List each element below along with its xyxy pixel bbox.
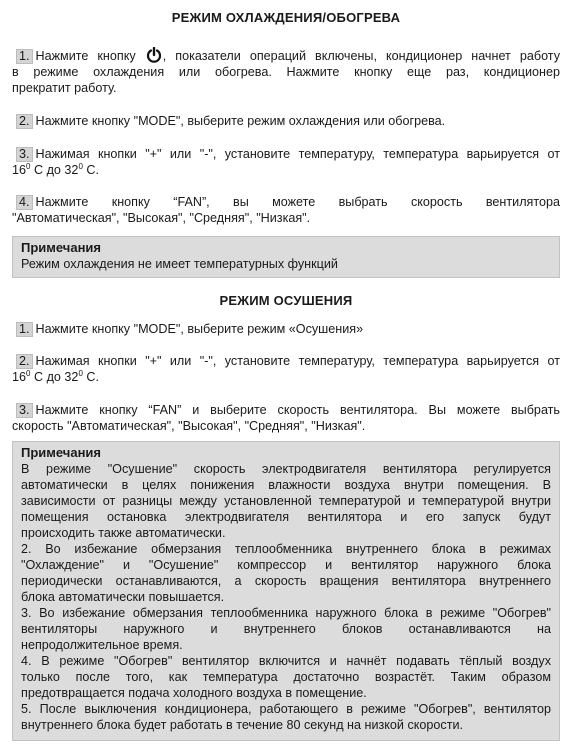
step-number: 3. bbox=[16, 147, 33, 162]
step-number: 1. bbox=[16, 49, 33, 64]
note-line: происходить также автоматически. bbox=[21, 526, 226, 540]
step-3-temperature: 3. Нажимая кнопки "+" или "-", установите температуру, температура варьируется от $16^0$ C до $32^0$ C. bbox=[12, 147, 560, 177]
step-2-mode: 2. Нажмите кнопку "MODE", выберите режим охлаждения или обогрева. bbox=[12, 113, 560, 129]
step-1-power: 1. Нажмите кнопку , показатели операций включены, кондиционер начнет работу в режиме охлаждения или обогрева. Нажмите кнопку еще раз, кондиционер прекратит работу. bbox=[12, 49, 560, 95]
note-line: вентиляторы наружного и внутреннего блоков останавливаются на bbox=[21, 622, 551, 636]
step-number: 4. bbox=[16, 195, 33, 210]
note-line: 3. Во избежание обмерзания теплообменника наружного блока в режиме "Обогрев" bbox=[21, 606, 551, 620]
note-box-dehumidify bbox=[12, 441, 560, 741]
note-line: 4. В режиме "Обогрев" вентилятор включится и начнёт подавать тёплый воздух bbox=[21, 654, 551, 668]
section-title-cooling-heating: РЕЖИМ ОХЛАЖДЕНИЯ/ОБОГРЕВА bbox=[171, 10, 401, 25]
note-line: помещения остановка электродвигателя вентилятора и его запуск будут bbox=[21, 510, 551, 524]
step-number: 3. bbox=[16, 403, 33, 418]
step-number: 2. bbox=[16, 114, 33, 129]
note-line: 5. После выключения кондиционера, работающего в режиме "Обогрев", вентилятор bbox=[21, 702, 551, 716]
note-line: непродолжительное время. bbox=[21, 638, 183, 652]
power-button-icon bbox=[146, 47, 162, 63]
note-line: 2. Во избежание обмерзания теплообменника внутреннего блока в режимах bbox=[21, 542, 551, 556]
step-number: 1. bbox=[16, 322, 33, 337]
note-heading: Примечания bbox=[21, 240, 102, 255]
note-line: блока автоматически повышается. bbox=[21, 590, 225, 604]
step-4-fan: 4. Нажмите кнопку “FAN”, вы можете выбрать скорость вентилятора "Автоматическая", "Высокая", "Средняя", "Низкая". bbox=[12, 195, 560, 225]
note-line: зависимости от разницы между установленной температурой и температурой внутри bbox=[21, 494, 551, 508]
note-line: внутреннего блока будет работать в течение 80 секунд на низкой скорости. bbox=[21, 718, 464, 732]
note-line: только после того, как температура достаточно возрастёт. Таким образом bbox=[21, 670, 551, 684]
note-line: автоматически в целях понижения влажности воздуха внутри помещения. В bbox=[21, 478, 551, 492]
note-line: В режиме "Осушение" скорость электродвигателя вентилятора регулируется bbox=[21, 462, 551, 476]
section-title-dehumidify: РЕЖИМ ОСУШЕНИЯ bbox=[219, 293, 353, 308]
note-text: Режим охлаждения не имеет температурных функций bbox=[21, 257, 338, 271]
note-line: предотвращается подача холодного воздуха в помещение. bbox=[21, 686, 367, 700]
note-box-cooling bbox=[12, 236, 560, 278]
dry-step-1-mode: 1. Нажмите кнопку "MODE", выберите режим «Осушения» bbox=[12, 321, 560, 337]
note-line: периодически останавливаются, а скорость вращения вентилятора внутреннего bbox=[21, 574, 551, 588]
dry-step-3-fan: 3. Нажмите кнопку “FAN” и выберите скорость вентилятора. Вы можете выбрать скорость "Автоматическая", "Высокая", "Средняя", "Низкая". bbox=[12, 403, 560, 433]
note-line: "Охлаждение" и "Осушение" компрессор и вентилятор наружного блока bbox=[21, 558, 551, 572]
step-number: 2. bbox=[16, 354, 33, 369]
note-heading: Примечания bbox=[21, 445, 102, 460]
dry-step-2-temperature: 2. Нажимая кнопки "+" или "-", установите температуру, температура варьируется от $16^0$ C до $32^0$ C. bbox=[12, 354, 560, 384]
